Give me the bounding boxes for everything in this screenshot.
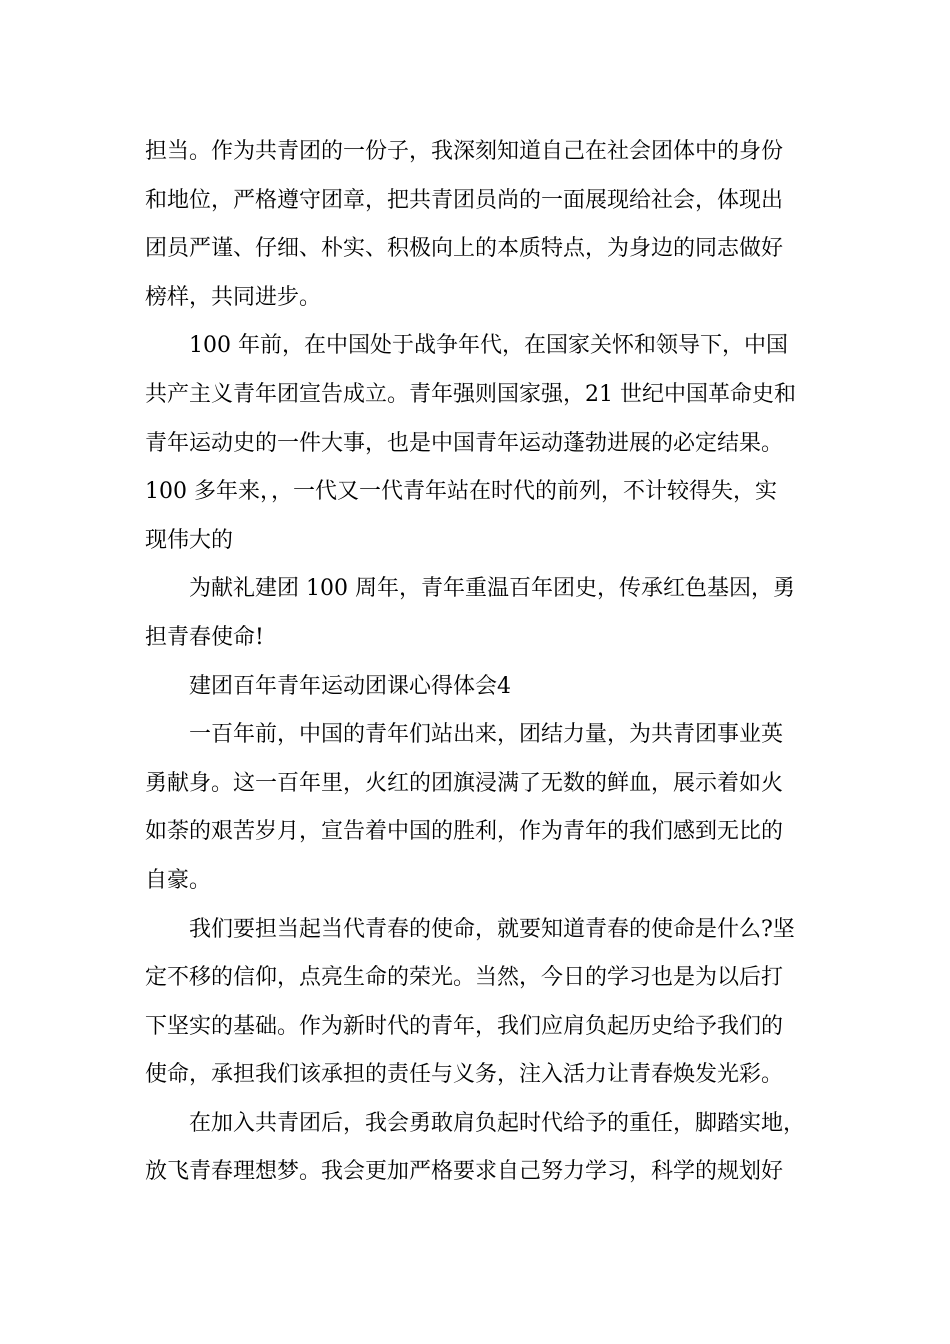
text-line: 下坚实的基础。作为新时代的青年，我们应肩负起历史给予我们的 [145,1013,784,1039]
text-line: 一百年前，中国的青年们站出来，团结力量，为共青团事业英 [189,722,784,748]
text-line: 为献礼建团 100 周年，青年重温百年团史，传承红色基因，勇 [189,576,795,602]
section-heading: 建团百年青年运动团课心得体会4 [189,673,511,699]
text-line: 担青春使命! [145,624,264,650]
text-line: 共产主义青年团宣告成立。青年强则国家强，21 世纪中国革命史和 [145,381,796,407]
text-line: 自豪。 [145,867,212,893]
text-line: 团员严谨、仔细、朴实、积极向上的本质特点，为身边的同志做好 [145,236,784,262]
text-line: 100 多年来，，一代又一代青年站在时代的前列，不计较得失，实 [145,479,777,505]
text-line: 在加入共青团后，我会勇敢肩负起时代给予的重任，脚踏实地， [189,1110,806,1136]
text-line: 如荼的艰苦岁月，宣告着中国的胜利，作为青年的我们感到无比的 [145,819,784,845]
text-line: 青年运动史的一件大事，也是中国青年运动蓬勃进展的必定结果。 [145,430,784,456]
text-line: 我们要担当起当代青春的使命，就要知道青春的使命是什么?坚 [189,916,795,942]
text-line: 勇献身。这一百年里，火红的团旗浸满了无数的鲜血，展示着如火 [145,770,784,796]
text-line: 榜样，共同进步。 [145,284,322,310]
document-body [145,128,825,1197]
text-line: 使命，承担我们该承担的责任与义务，注入活力让青春焕发光彩。 [145,1062,784,1088]
text-line: 放飞青春理想梦。我会更加严格要求自己努力学习，科学的规划好 [145,1159,784,1185]
text-line: 100 年前，在中国处于战争年代，在国家关怀和领导下，中国 [189,333,788,359]
text-line: 定不移的信仰，点亮生命的荣光。当然，今日的学习也是为以后打 [145,965,784,991]
text-line: 现伟大的 [145,527,234,553]
text-line: 和地位，严格遵守团章，把共青团员尚的一面展现给社会，体现出 [145,187,784,213]
text-line: 担当。作为共青团的一份子，我深刻知道自己在社会团体中的身份 [145,139,784,164]
